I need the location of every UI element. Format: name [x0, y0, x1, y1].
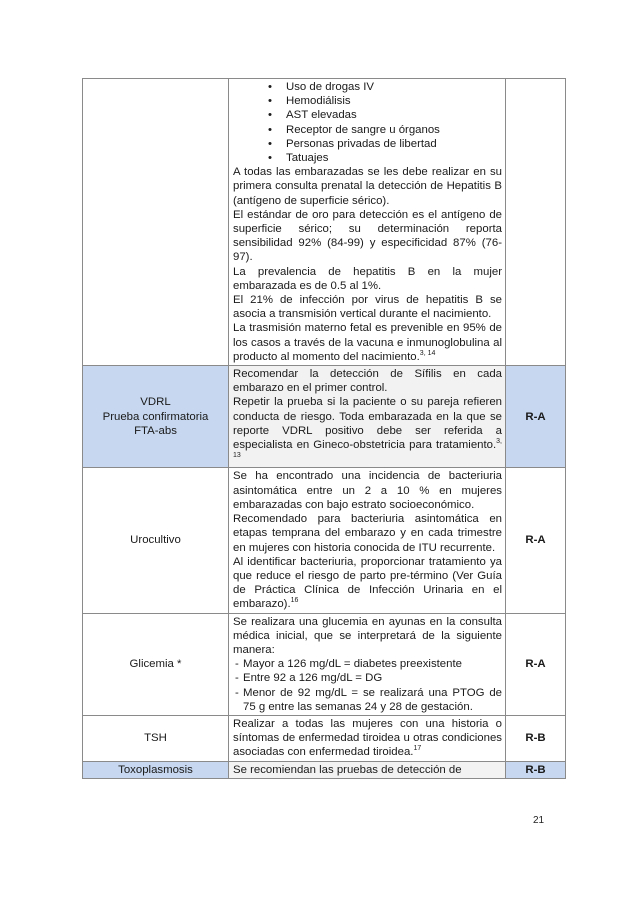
paragraph: A todas las embarazadas se les debe realizar en su primera consulta prenatal la detección de Hepatitis B (antígeno de superficie sérico).	[233, 166, 502, 207]
grade-cell: R-A	[506, 613, 566, 715]
paragraph: Recomendado para bacteriuria asintomática en etapas temprana del embarazo y en cada trimestre en mujeres con historia conocida de ITU recurrente.	[233, 513, 502, 554]
description-cell	[229, 761, 506, 778]
paragraph: Se recomiendan las pruebas de detección de	[233, 763, 462, 776]
list-item: • AST elevadas	[268, 108, 502, 122]
paragraph: Recomendar la detección de Sífilis en cada embarazo en el primer control.	[233, 368, 502, 395]
list-item: • Tatuajes	[268, 151, 502, 165]
paragraph: La trasmisión materno fetal es prevenible en 95% de los casos a través de la vacuna e inmunoglobulina al producto al momento del nacimiento.$^{3, 14}$	[233, 322, 502, 363]
paragraph: El 21% de infección por virus de hepatitis B se asocia a transmisión vertical durante el nacimiento.	[233, 294, 502, 321]
criterion: - Mayor a 126 mg/dL = diabetes preexistente	[235, 658, 462, 671]
dash-mark: -	[235, 672, 239, 685]
list-item: • Receptor de sangre u órganos	[268, 123, 502, 137]
paragraph: La prevalencia de hepatitis B en la mujer embarazada es de 0.5 al 1%.	[233, 265, 502, 292]
citation: 17	[413, 745, 422, 753]
paragraph: El estándar de oro para detección es el antígeno de superficie sérico; su determinación reporta sensibilidad 92% (84-99) y especificidad 87% (76-97).	[233, 208, 502, 264]
test-name: VDRL	[140, 396, 171, 409]
list-item: • Uso de drogas IV	[268, 80, 502, 94]
list-item: • Hemodiálisis	[268, 94, 502, 108]
description-cell	[229, 468, 506, 613]
risk-factor-list	[233, 80, 502, 165]
table-row	[83, 468, 566, 613]
citation: 3, 14	[419, 350, 436, 358]
citation: 3, 13	[233, 438, 502, 460]
grade-cell	[506, 79, 566, 366]
test-cell	[83, 79, 229, 366]
description-cell	[229, 613, 506, 715]
table-row	[83, 613, 566, 715]
test-cell: Glicemia *	[83, 613, 229, 715]
page-number: 21	[533, 815, 545, 826]
grade-cell: R-A	[506, 366, 566, 468]
description-cell	[229, 79, 506, 366]
criterion: - Menor de 92 mg/dL = se realizará una PTOG de 75 g entre las semanas 24 y 28 de gestación.	[235, 686, 502, 713]
paragraph: Repetir la prueba si la paciente o su pareja refieren conducta de riesgo. Toda embarazada en la que se reporte VDRL positivo debe ser referida a especialista en Gineco-obstetricia para tratamiento.$^{3, 13}$	[233, 396, 502, 460]
dash-mark: -	[235, 686, 239, 699]
paragraph: Al identificar bacteriuria, proporcionar tratamiento ya que reduce el riesgo de parto pre-término (Ver Guía de Práctica Clínica de Infección Urinaria en el embarazo).$^{16}$	[233, 555, 502, 611]
table-row	[83, 715, 566, 761]
grade-cell: R-A	[506, 468, 566, 613]
test-cell: TSH	[83, 715, 229, 761]
test-name: FTA-abs	[134, 424, 177, 437]
table-row	[83, 366, 566, 468]
test-cell: Urocultivo	[83, 468, 229, 613]
paragraph: Se realizara una glucemia en ayunas en la consulta médica inicial, que se interpretará de la siguiente manera:	[233, 615, 502, 656]
description-cell	[229, 715, 506, 761]
table-row	[83, 761, 566, 778]
test-cell: Toxoplasmosis	[83, 761, 229, 778]
criterion: - Entre 92 a 126 mg/dL = DG	[235, 672, 383, 685]
table-row	[83, 79, 566, 366]
grade-cell: R-B	[506, 715, 566, 761]
paragraph: Se ha encontrado una incidencia de bacteriuria asintomática entre un 2 a 10 % en mujeres embarazadas con bajo estrato socioeconómico.	[233, 470, 502, 511]
citation: 16	[290, 597, 299, 605]
test-name: Prueba confirmatoria	[102, 410, 209, 423]
list-item: • Personas privadas de libertad	[268, 137, 502, 151]
paragraph: Realizar a todas las mujeres con una historia o síntomas de enfermedad tiroidea u otras condiciones asociadas con enfermedad tiroidea.$^{17}$	[233, 717, 502, 759]
screening-table	[82, 78, 566, 779]
test-cell	[83, 366, 229, 468]
description-cell	[229, 366, 506, 468]
dash-mark: -	[235, 658, 239, 671]
grade-cell: R-B	[506, 761, 566, 778]
